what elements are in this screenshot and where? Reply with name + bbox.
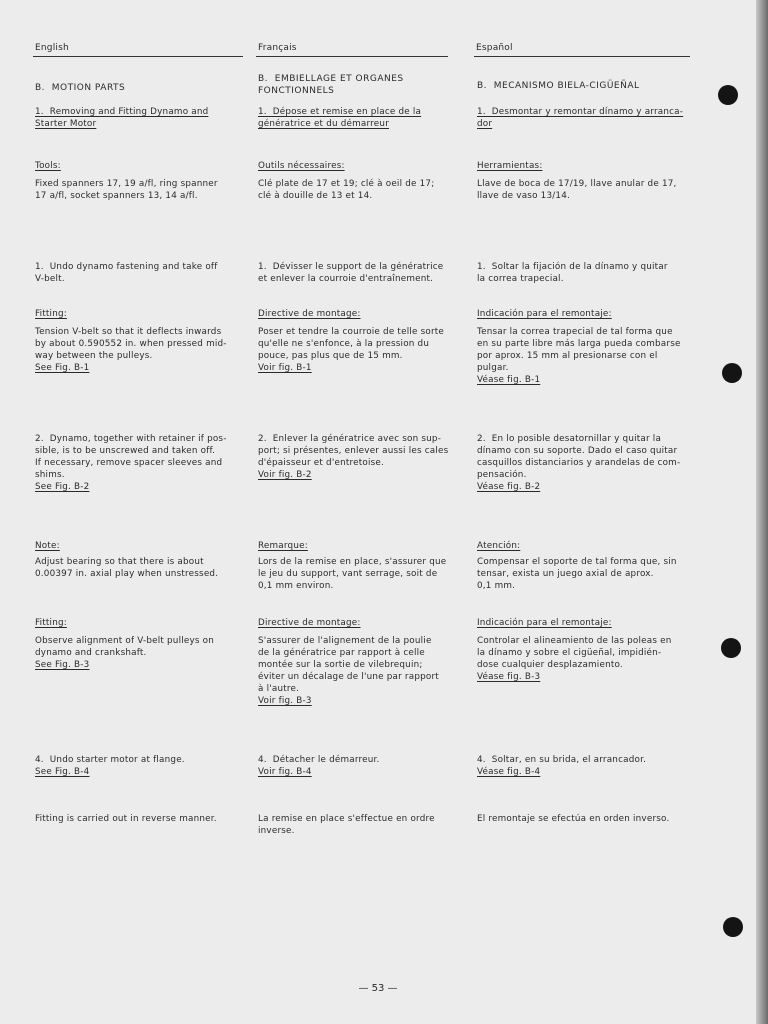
step-4-fr: 4. Détacher le démarreur. Voir fig. B-4 [258, 755, 380, 777]
figure-ref-b3-en: See Fig. B-3 [35, 660, 90, 670]
section-heading-en: B. MOTION PARTS [35, 83, 126, 93]
header-rule-spanish [474, 56, 690, 57]
column-header-french: Français [258, 43, 297, 53]
note-label-es: Atención: [477, 541, 521, 551]
figure-ref-b3-es: Véase fig. B-3 [477, 672, 541, 682]
figure-ref-b4-fr: Voir fig. B-4 [258, 767, 312, 777]
figure-ref-b4-en: See Fig. B-4 [35, 767, 90, 777]
page-edge-shadow [756, 0, 768, 1024]
note-label-en: Note: [35, 541, 60, 551]
figure-ref-b2-fr: Voir fig. B-2 [258, 470, 312, 480]
binder-hole [718, 85, 738, 105]
fitting-label-es: Indicación para el remontaje: [477, 309, 612, 319]
column-header-english: English [35, 43, 69, 53]
step-4-en: 4. Undo starter motor at flange. See Fig. B-4 [35, 755, 185, 777]
note-label-fr: Remarque: [258, 541, 308, 551]
subsection-title-en: 1. Removing and Fitting Dynamo and Starter Motor [35, 107, 209, 129]
note-fr: Remarque: Lors de la remise en place, s'assurer que le jeu du support, vant serrage, soit de 0,1 mm environ. [258, 541, 447, 591]
binder-hole [723, 917, 743, 937]
section-heading-fr: B. EMBIELLAGE ET ORGANES FONCTIONNELS [258, 74, 404, 96]
page-number: — 53 — [358, 983, 398, 994]
closing-note-fr: La remise en place s'effectue en ordre inverse. [258, 814, 435, 836]
figure-ref-b1-es: Véase fig. B-1 [477, 375, 541, 385]
fitting-1-en: Fitting: Tension V-belt so that it deflects inwards by about 0.590552 in. when pressed mid- way between the pulleys. See Fig. B-1 [35, 309, 227, 373]
figure-ref-b3-fr: Voir fig. B-3 [258, 696, 312, 706]
note-en: Note: Adjust bearing so that there is about 0.00397 in. axial play when unstressed. [35, 541, 219, 579]
tools-en: Tools: Fixed spanners 17, 19 a/fl, ring spanner 17 a/fl, socket spanners 13, 14 a/fl. [35, 161, 218, 201]
closing-note-en: Fitting is carried out in reverse manner. [35, 814, 217, 824]
fitting-1-es: Indicación para el remontaje: Tensar la correa trapecial de tal forma que en su parte libre más larga pueda combarse por aprox. 15 mm al presionarse con el pulgar. Véase fig. B-1 [477, 309, 681, 385]
subsection-title-fr: 1. Dépose et remise en place de la génératrice et du démarreur [258, 107, 422, 129]
tools-label-es: Herramientas: [477, 161, 543, 171]
section-heading-es: B. MECANISMO BIELA-CIGÜEÑAL [477, 81, 640, 91]
step-1-en: 1. Undo dynamo fastening and take off V-belt. [35, 262, 218, 284]
fitting-1-fr: Directive de montage: Poser et tendre la courroie de telle sorte qu'elle ne s'enfonce, à la pression du pouce, pas plus que de 15 mm. Voir fig. B-1 [258, 309, 445, 373]
tools-label-en: Tools: [35, 161, 61, 171]
header-rule-french [256, 56, 448, 57]
step-2-es: 2. En lo posible desatornillar y quitar la dínamo con su soporte. Dado el caso quitar casquillos distanciarios y arandelas de com- pensación. Véase fig. B-2 [477, 434, 681, 492]
tools-label-fr: Outils nécessaires: [258, 161, 345, 171]
step-1-fr: 1. Dévisser le support de la génératrice et enlever la courroie d'entraînement. [258, 262, 444, 284]
figure-ref-b2-en: See Fig. B-2 [35, 482, 90, 492]
figure-ref-b1-fr: Voir fig. B-1 [258, 363, 312, 373]
figure-ref-b4-es: Véase fig. B-4 [477, 767, 541, 777]
figure-ref-b1-en: See Fig. B-1 [35, 363, 90, 373]
fitting-2-es: Indicación para el remontaje: Controlar el alineamiento de las poleas en la dínamo y sobre el cigüeñal, impidién- dose cualquier desplazamiento. Véase fig. B-3 [477, 618, 672, 682]
binder-hole [722, 363, 742, 383]
closing-note-es: El remontaje se efectúa en orden inverso. [477, 814, 670, 824]
note-es: Atención: Compensar el soporte de tal forma que, sin tensar, exista un juego axial de aprox. 0,1 mm. [477, 541, 677, 591]
step-1-es: 1. Soltar la fijación de la dínamo y quitar la correa trapecial. [477, 262, 668, 284]
step-2-en: 2. Dynamo, together with retainer if pos- sible, is to be unscrewed and taken off. If necessary, remove spacer sleeves and shims. See Fig. B-2 [35, 434, 227, 492]
step-2-fr: 2. Enlever la génératrice avec son sup- port; si présentes, enlever aussi les cales d'épaisseur et d'entretoise. Voir fig. B-2 [258, 434, 449, 480]
fitting-label-fr: Directive de montage: [258, 309, 361, 319]
figure-ref-b2-es: Véase fig. B-2 [477, 482, 541, 492]
header-rule-english [33, 56, 243, 57]
step-4-es: 4. Soltar, en su brida, el arrancador. Véase fig. B-4 [477, 755, 647, 777]
fitting-2-en: Fitting: Observe alignment of V-belt pulleys on dynamo and crankshaft. See Fig. B-3 [35, 618, 215, 670]
tools-es: Herramientas: Llave de boca de 17/19, llave anular de 17, llave de vaso 13/14. [477, 161, 677, 201]
fitting-label-en: Fitting: [35, 309, 67, 319]
fitting-2-fr: Directive de montage: S'assurer de l'alignement de la poulie de la génératrice par rapport à celle montée sur la sortie de vilebrequin; éviter un décalage de l'une par rapport à l'autre. Voir fig. B-3 [258, 618, 439, 706]
binder-hole [721, 638, 741, 658]
subsection-title-es: 1. Desmontar y remontar dínamo y arranca- dor [477, 107, 684, 129]
tools-fr: Outils nécessaires: Clé plate de 17 et 19; clé à oeil de 17; clé à douille de 13 et 14. [258, 161, 435, 201]
column-header-spanish: Español [476, 43, 513, 53]
